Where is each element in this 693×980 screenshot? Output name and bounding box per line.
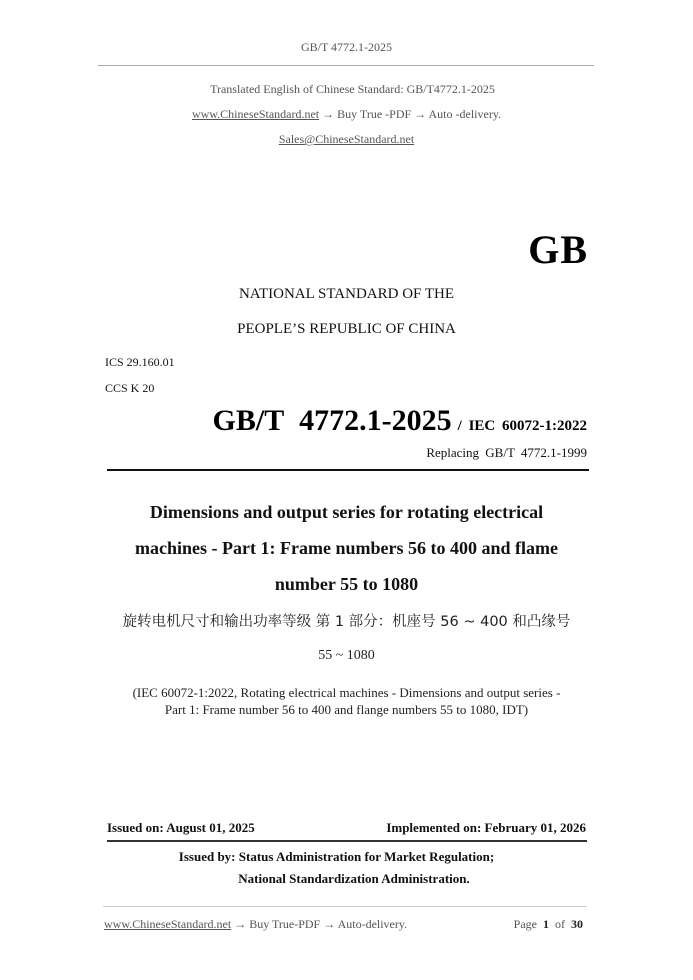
standard-number: GB/T 4772.1-2025 — [212, 404, 452, 437]
chinese-title-line2: 55 ~ 1080 — [318, 648, 375, 663]
page-total: 30 — [571, 917, 583, 931]
title-divider — [107, 469, 589, 471]
document-title-line2: machines - Part 1: Frame numbers 56 to 400 and flame — [135, 538, 558, 558]
email-line — [0, 132, 693, 147]
implemented-on-date: Implemented on: February 01, 2026 — [386, 820, 586, 835]
purchase-notice — [0, 107, 693, 122]
document-title-line1: Dimensions and output series for rotating electrical — [149, 502, 544, 522]
footer-promo-text: → Buy True-PDF → Auto-delivery. — [231, 917, 408, 931]
national-standard-title-line1: NATIONAL STANDARD OF THE — [238, 286, 455, 302]
issued-on-date: Issued on: August 01, 2025 — [107, 820, 255, 835]
gb-logo: GB — [528, 227, 588, 272]
page-label: Page — [513, 917, 537, 931]
standard-number-line — [213, 404, 587, 438]
replacing-note: Replacing GB/T 4772.1-1999 — [426, 445, 587, 460]
page-indicator — [514, 917, 583, 932]
translation-notice: Translated English of Chinese Standard: GB/T4772.1-2025 — [210, 82, 495, 96]
page-of: of — [555, 917, 565, 931]
iec-reference: / IEC 60072-1:2022 — [457, 418, 587, 434]
national-standard-title-line2: PEOPLE’S REPUBLIC OF CHINA — [237, 321, 456, 337]
dates-divider — [107, 840, 587, 842]
site-link[interactable]: www.ChineseStandard.net — [191, 107, 320, 121]
running-header: GB/T 4772.1-2025 — [300, 40, 393, 54]
issued-by-line1: Issued by: Status Administration for Market Regulation; — [178, 849, 495, 864]
ics-code: ICS 29.160.01 — [105, 355, 175, 369]
ccs-code: CCS K 20 — [105, 381, 155, 395]
footer-promo — [104, 917, 407, 932]
iec-equivalence-note-line2: Part 1: Frame number 56 to 400 and flange numbers 55 to 1080, IDT) — [164, 702, 529, 717]
issued-by-line2: National Standardization Administration. — [238, 871, 470, 886]
purchase-notice-text: → Buy True -PDF → Auto -delivery. — [319, 107, 502, 121]
sales-email-link[interactable]: Sales@ChineseStandard.net — [278, 132, 415, 146]
footer-site-link[interactable]: www.ChineseStandard.net — [104, 917, 232, 931]
chinese-title-line1: 旋转电机尺寸和输出功率等级 第 1 部分：机座号 56 ~ 400 和凸缘号 — [122, 614, 571, 630]
iec-equivalence-note-line1: (IEC 60072-1:2022, Rotating electrical machines - Dimensions and output series - — [132, 685, 561, 700]
page-current: 1 — [543, 917, 549, 931]
document-title-line3: number 55 to 1080 — [274, 574, 419, 594]
footer-divider — [103, 906, 587, 907]
header-divider — [98, 65, 594, 66]
